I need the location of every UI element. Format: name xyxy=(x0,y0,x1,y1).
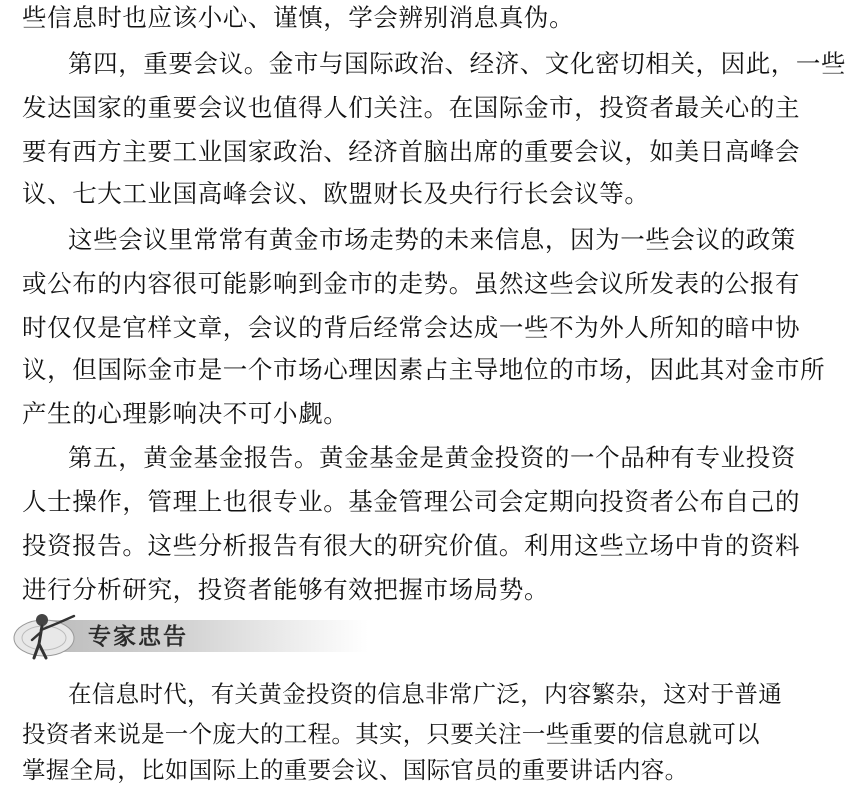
paragraph-line: 些信息时也应该小心、谨慎，学会辨别消息真伪。 xyxy=(22,3,575,32)
paragraph-line: 议，但国际金市是一个市场心理因素占主导地位的市场，因此其对金市所 xyxy=(22,355,826,384)
paragraph-line: 议、七大工业国高峰会议、欧盟财长及央行行长会议等。 xyxy=(22,179,650,208)
expert-person-pointing-icon xyxy=(12,608,82,660)
paragraph-line: 发达国家的重要会议也值得人们关注。在国际金市，投资者最关心的主 xyxy=(22,93,801,122)
expert-advice-line: 在信息时代，有关黄金投资的信息非常广泛，内容繁杂，这对于普通 xyxy=(68,680,782,708)
paragraph-line: 时仅仅是官样文章，会议的背后经常会达成一些不为外人所知的暗中协 xyxy=(22,313,801,342)
expert-advice-line: 掌握全局，比如国际上的重要会议、国际官员的重要讲话内容。 xyxy=(22,756,689,784)
expert-advice-banner xyxy=(12,608,372,660)
paragraph-line: 第四，重要会议。金市与国际政治、经济、文化密切相关，因此，一些 xyxy=(68,49,846,78)
paragraph-line: 或公布的内容很可能影响到金市的走势。虽然这些会议所发表的公报有 xyxy=(22,269,801,298)
paragraph-line: 人士操作，管理上也很专业。基金管理公司会定期向投资者公布自己的 xyxy=(22,487,801,516)
expert-advice-line: 投资者来说是一个庞大的工程。其实，只要关注一些重要的信息就可以 xyxy=(22,720,760,748)
paragraph-line: 要有西方主要工业国家政治、经济首脑出席的重要会议，如美日高峰会 xyxy=(22,137,801,166)
paragraph-line: 投资报告。这些分析报告有很大的研究价值。利用这些立场中肯的资料 xyxy=(22,531,801,560)
expert-advice-title: 专家忠告 xyxy=(88,624,188,650)
paragraph-line: 进行分析研究，投资者能够有效把握市场局势。 xyxy=(22,575,550,604)
paragraph-line: 这些会议里常常有黄金市场走势的未来信息，因为一些会议的政策 xyxy=(68,225,796,254)
paragraph-line: 产生的心理影响决不可小觑。 xyxy=(22,399,349,428)
paragraph-line: 第五，黄金基金报告。黄金基金是黄金投资的一个品种有专业投资 xyxy=(68,443,796,472)
